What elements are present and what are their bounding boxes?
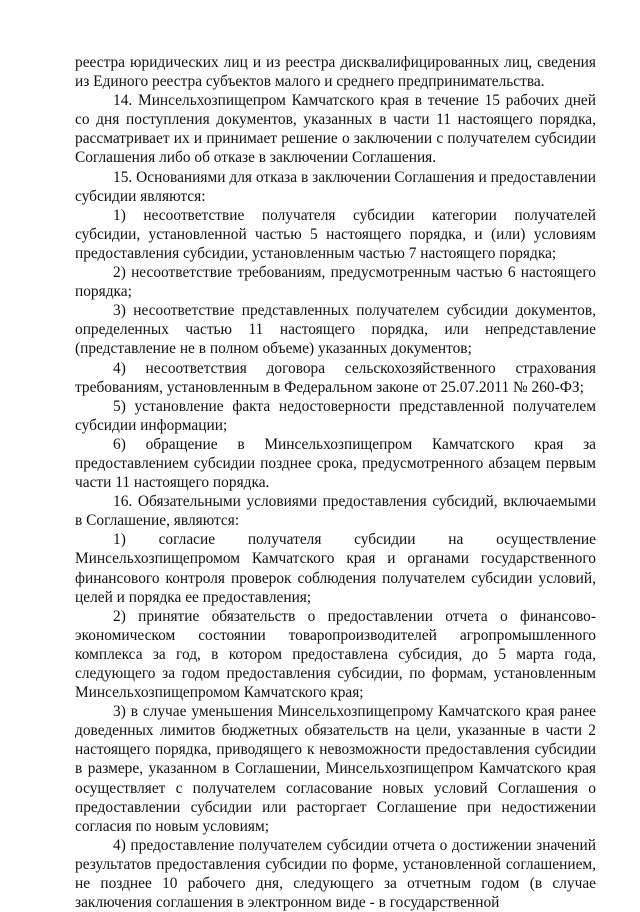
paragraph-16-item-3: 3) в случае уменьшения Минсельхозпищепрому Камчатского края ранее доведенных лимитов бюджетных обязательств на цели, указанные в части 2 настоящего порядка, приводящего к невозможности предоставления субсидии в размере, указанном в Соглашении, Минсельхозпищепром Камчатского края осуществляет с получателем согласование новых условий Соглашения о предоставлении субсидии или расторгает Соглашение при недостижении согласия по новым условиям; bbox=[75, 703, 596, 835]
paragraph-15-item-6: 6) обращение в Минсельхозпищепром Камчатского края за предоставлением субсидии позднее срока, предусмотренного абзацем первым части 11 настоящего порядка. bbox=[75, 435, 596, 492]
paragraph-15-item-4: 4) несоответствия договора сельскохозяйственного страхования требованиям, установленным в Федеральном законе от 25.07.2011 № 260-ФЗ; bbox=[75, 359, 596, 396]
paragraph-16-item-2: 2) принятие обязательств о предоставлении отчета о финансово-экономическом состоянии товаропроизводителей агропромышленного комплекса за год, в котором предоставлена субсидия, до 5 марта года, следующего за годом предоставления субсидии, по формам, установленным Минсельхозпищепромом Камчатского края; bbox=[75, 607, 596, 702]
paragraph-15-item-5: 5) установление факта недостоверности представленной получателем субсидии информации; bbox=[75, 397, 596, 434]
paragraph-registry-intro: реестра юридических лиц и из реестра дисквалифицированных лиц, сведения из Единого реестра субъектов малого и среднего предпринимательства. bbox=[75, 54, 596, 91]
paragraph-15-item-2: 2) несоответствие требованиям, предусмотренным частью 6 настоящего порядка; bbox=[75, 264, 596, 301]
document-page bbox=[75, 53, 596, 912]
paragraph-15-item-1: 1) несоответствие получателя субсидии категории получателей субсидии, установленной частью 5 настоящего порядка, и (или) условиям предоставления субсидии, установленным частью 7 настоящего порядка; bbox=[75, 206, 596, 262]
paragraph-15-item-3: 3) несоответствие представленных получателем субсидии документов, определенных частью 11 настоящего порядка, или непредставление (представление не в полном объеме) указанных документов; bbox=[75, 302, 596, 358]
paragraph-16: 16. Обязательными условиями предоставления субсидий, включаемыми в Соглашение, являются: bbox=[75, 493, 596, 530]
paragraph-15: 15. Основаниями для отказа в заключении Соглашения и предоставлении субсидии являются: bbox=[75, 168, 596, 205]
paragraph-14: 14. Минсельхозпищепром Камчатского края в течение 15 рабочих дней со дня поступления документов, указанных в части 11 настоящего порядка, рассматривает их и принимает решение о заключении с получателем субсидии Соглашения либо об отказе в заключении Соглашения. bbox=[75, 92, 596, 167]
paragraph-16-item-1: 1) согласие получателя субсидии на осуществление Минсельхозпищепромом Камчатского края и органами государственного финансового контроля проверок соблюдения получателем субсидии условий, целей и порядка ее предоставления; bbox=[75, 531, 596, 606]
paragraph-16-item-4: 4) предоставление получателем субсидии отчета о достижении значений результатов предоставления субсидии по форме, установленной соглашением, не позднее 10 рабочего дня, следующего за отчетным годом (в случае заключения соглашения в электронном виде - в государственной bbox=[75, 836, 596, 912]
